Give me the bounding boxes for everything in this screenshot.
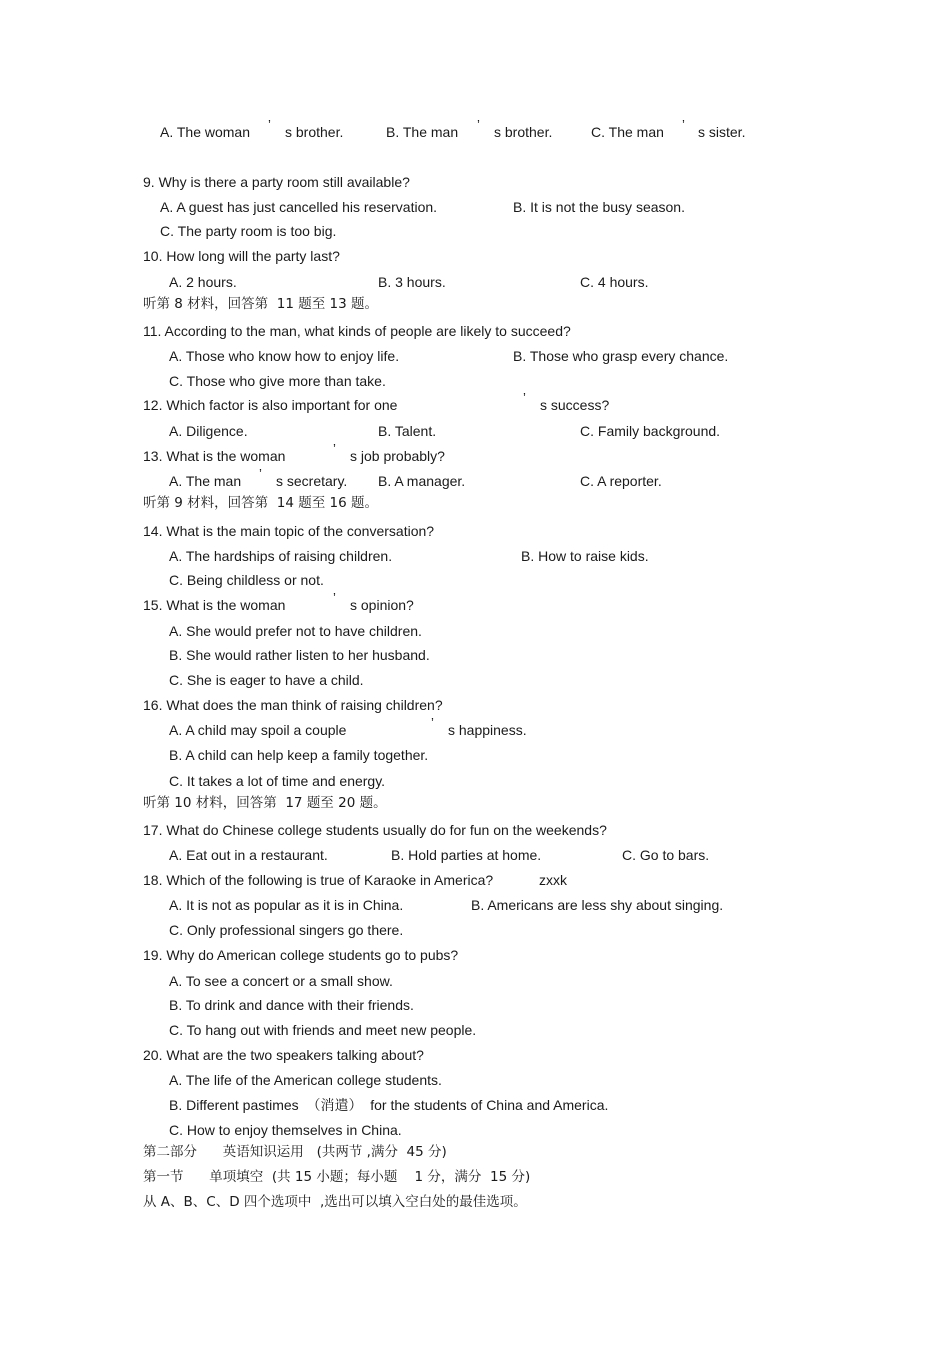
q13-option-b: B. A manager. bbox=[378, 473, 466, 489]
q14-option-a: A. The hardships of raising children. bbox=[169, 548, 393, 564]
q17-option-b: B. Hold parties at home. bbox=[391, 847, 542, 863]
q12-option-b: B. Talent. bbox=[378, 423, 437, 439]
q14-option-b: B. How to raise kids. bbox=[521, 548, 649, 564]
apostrophe: ’ bbox=[333, 441, 336, 456]
q19-option-c: C. To hang out with friends and meet new people. bbox=[169, 1022, 477, 1038]
q11-option-a: A. Those who know how to enjoy life. bbox=[169, 348, 400, 364]
q18-stem: 18. Which of the following is true of Karaoke in America? bbox=[143, 872, 494, 888]
q13-option-a-tail: s secretary. bbox=[276, 473, 348, 489]
apostrophe: ’ bbox=[682, 117, 685, 132]
q15-option-c: C. She is eager to have a child. bbox=[169, 672, 364, 688]
q14-stem: 14. What is the main topic of the conversation? bbox=[143, 523, 435, 539]
q15-stem-tail: s opinion? bbox=[350, 597, 414, 613]
q17-stem: 17. What do Chinese college students usually do for fun on the weekends? bbox=[143, 822, 607, 838]
q9-stem: 9. Why is there a party room still available? bbox=[143, 174, 410, 190]
q12-option-c: C. Family background. bbox=[580, 423, 721, 439]
q13-stem-tail: s job probably? bbox=[350, 448, 445, 464]
q8-option-c-tail: s sister. bbox=[698, 124, 746, 140]
q9-option-a: A. A guest has just cancelled his reservation. bbox=[160, 199, 438, 215]
q15-stem: 15. What is the woman bbox=[143, 597, 286, 613]
q16-option-c: C. It takes a lot of time and energy. bbox=[169, 773, 386, 789]
q20-option-c: C. How to enjoy themselves in China. bbox=[169, 1122, 402, 1138]
q10-option-b: B. 3 hours. bbox=[378, 274, 446, 290]
q8-option-c: C. The man bbox=[591, 124, 664, 140]
apostrophe: ’ bbox=[523, 390, 526, 405]
q18-option-b: B. Americans are less shy about singing. bbox=[471, 897, 724, 913]
q16-option-a-tail: s happiness. bbox=[448, 722, 527, 738]
part2-heading: 第二部分 英语知识运用 (共两节 ,满分 45 分) bbox=[143, 1144, 447, 1160]
apostrophe: ’ bbox=[268, 117, 271, 132]
q14-option-c: C. Being childless or not. bbox=[169, 572, 324, 588]
q12-option-a: A. Diligence. bbox=[169, 423, 248, 439]
q20-option-a: A. The life of the American college students. bbox=[169, 1072, 442, 1088]
q13-option-a: A. The man bbox=[169, 473, 242, 489]
apostrophe: ’ bbox=[431, 715, 434, 730]
q8-option-b: B. The man bbox=[386, 124, 459, 140]
q16-stem: 16. What does the man think of raising children? bbox=[143, 697, 443, 713]
q10-stem: 10. How long will the party last? bbox=[143, 248, 340, 264]
q15-option-b: B. She would rather listen to her husband. bbox=[169, 647, 430, 663]
q11-option-b: B. Those who grasp every chance. bbox=[513, 348, 729, 364]
q18-option-c: C. Only professional singers go there. bbox=[169, 922, 404, 938]
q18-option-a: A. It is not as popular as it is in China. bbox=[169, 897, 404, 913]
q13-option-c: C. A reporter. bbox=[580, 473, 662, 489]
q11-option-c: C. Those who give more than take. bbox=[169, 373, 386, 389]
q10-option-a: A. 2 hours. bbox=[169, 274, 237, 290]
section-instruction-9: 听第 9 材料，回答第 14 题至 16 题。 bbox=[143, 495, 378, 511]
q8-option-a-tail: s brother. bbox=[285, 124, 344, 140]
q9-option-c: C. The party room is too big. bbox=[160, 223, 337, 239]
q19-option-a: A. To see a concert or a small show. bbox=[169, 973, 393, 989]
section-instruction-10: 听第 10 材料，回答第 17 题至 20 题。 bbox=[143, 795, 387, 811]
q20-stem: 20. What are the two speakers talking about? bbox=[143, 1047, 424, 1063]
q16-option-b: B. A child can help keep a family together. bbox=[169, 747, 429, 763]
q11-stem: 11. According to the man, what kinds of people are likely to succeed? bbox=[143, 323, 571, 339]
q8-option-b-tail: s brother. bbox=[494, 124, 553, 140]
part2-instruction: 从 A、B、C、D 四个选项中 ,选出可以填入空白处的最佳选项。 bbox=[143, 1194, 527, 1210]
q19-stem: 19. Why do American college students go to pubs? bbox=[143, 947, 459, 963]
q10-option-c: C. 4 hours. bbox=[580, 274, 649, 290]
apostrophe: ’ bbox=[333, 590, 336, 605]
apostrophe: ’ bbox=[477, 117, 480, 132]
section-instruction-8: 听第 8 材料，回答第 11 题至 13 题。 bbox=[143, 296, 378, 312]
q16-option-a: A. A child may spoil a couple bbox=[169, 722, 347, 738]
q17-option-c: C. Go to bars. bbox=[622, 847, 710, 863]
q9-option-b: B. It is not the busy season. bbox=[513, 199, 685, 215]
part2-section1-heading: 第一节 单项填空 (共 15 小题；每小题 1 分，满分 15 分) bbox=[143, 1169, 531, 1185]
q18-stem-note: zxxk bbox=[539, 872, 567, 888]
q13-stem: 13. What is the woman bbox=[143, 448, 286, 464]
q17-option-a: A. Eat out in a restaurant. bbox=[169, 847, 328, 863]
q12-stem: 12. Which factor is also important for one bbox=[143, 397, 398, 413]
apostrophe: ’ bbox=[259, 466, 262, 481]
q19-option-b: B. To drink and dance with their friends. bbox=[169, 997, 414, 1013]
q8-option-a: A. The woman bbox=[160, 124, 251, 140]
q20-option-b: B. Different pastimes （消遣） for the students of China and America. bbox=[169, 1097, 609, 1113]
q12-stem-tail: s success? bbox=[540, 397, 610, 413]
q15-option-a: A. She would prefer not to have children. bbox=[169, 623, 422, 639]
